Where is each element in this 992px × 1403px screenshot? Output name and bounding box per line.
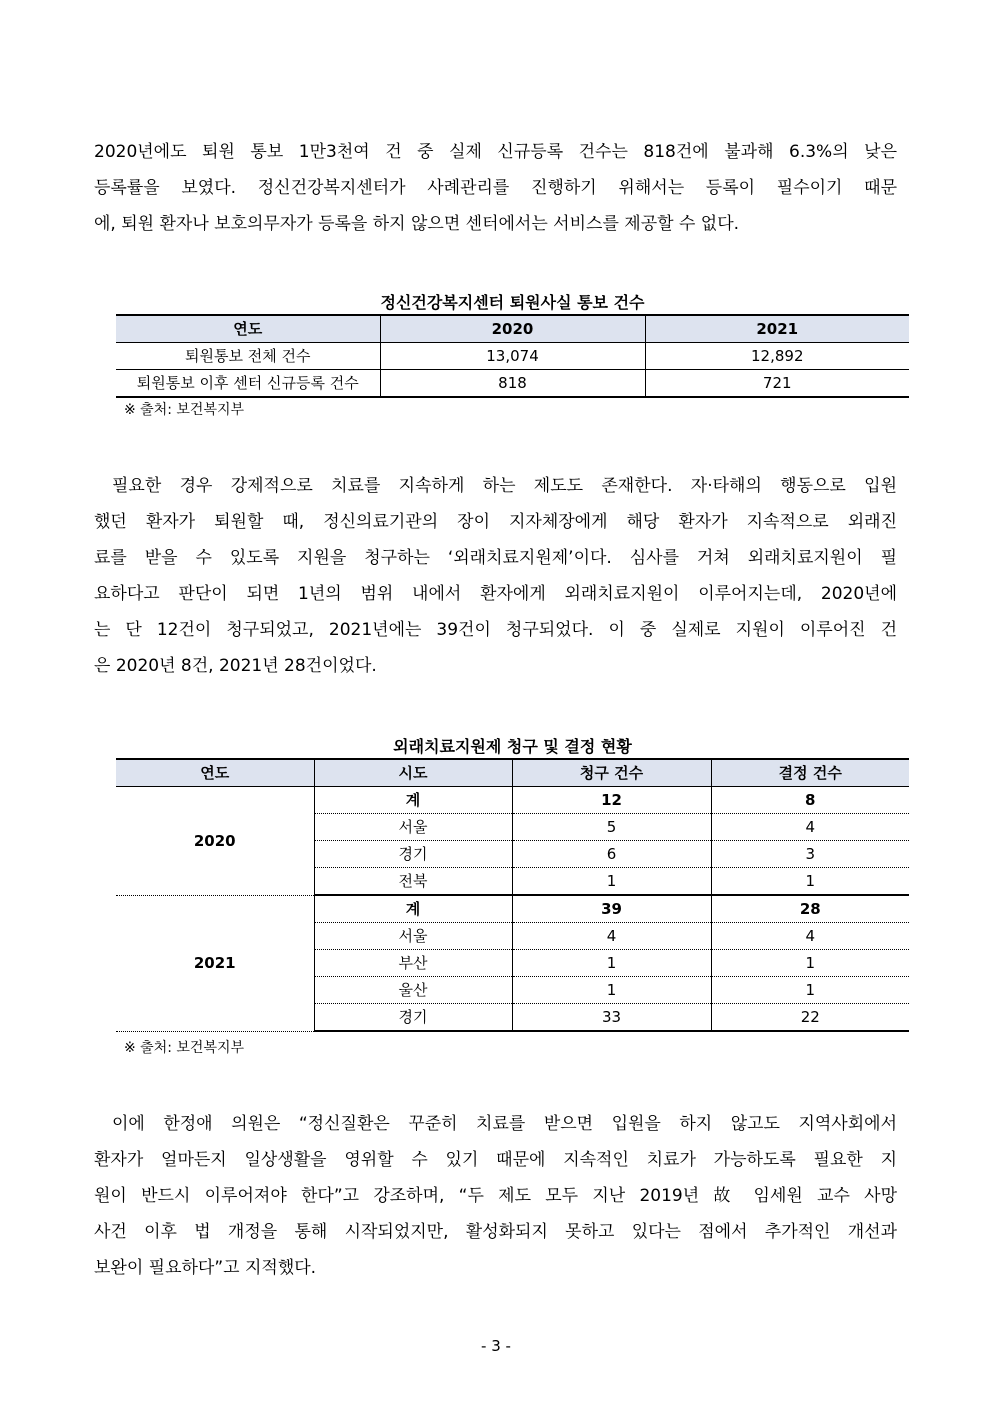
table2-title: 외래치료지원제 청구 및 결정 현황 [393,737,632,756]
table-cell: 39 [512,895,711,923]
table-cell: 6 [512,841,711,868]
table-cell: 5 [512,814,711,841]
table-cell: 818 [380,370,645,398]
paragraph-line: 등록률을 보였다. 정신건강복지센터가 사례관리를 진행하기 위해서는 등록이 필수이기 때문 [94,178,897,198]
page-number: - 3 - [481,1337,511,1355]
year-cell: 2020 [116,787,314,896]
table1-header-row [116,315,909,343]
table-row [116,343,909,370]
paragraph-line: 은 2020년 8건, 2021년 28건이었다. [94,656,377,676]
table-cell: 12,892 [645,343,909,370]
table-cell: 4 [711,814,909,841]
table-cell: 1 [711,950,909,977]
paragraph-line: 에, 퇴원 환자나 보호의무자가 등록을 하지 않으면 센터에서는 서비스를 제공할 수 없다. [94,214,740,234]
table-cell: 1 [711,868,909,896]
paragraph-2 [94,468,897,684]
table2-header-cell: 청구 건수 [512,759,711,787]
table-cell: 721 [645,370,909,398]
table-cell: 울산 [314,977,512,1004]
table-cell: 경기 [314,841,512,868]
paragraph-line: 환자가 얼마든지 일상생활을 영위할 수 있기 때문에 지속적인 치료가 가능하도록 필요한 지 [94,1150,897,1170]
paragraph-3 [94,1106,897,1286]
table-cell: 서울 [314,814,512,841]
table1-header-cell: 2020 [380,315,645,343]
table-cell: 1 [711,977,909,1004]
table2-header-row [116,759,909,787]
table1-header-cell: 연도 [116,315,380,343]
table-cell: 33 [512,1004,711,1032]
table-cell: 계 [314,787,512,814]
table-cell: 4 [711,923,909,950]
paragraph-line: 료를 받을 수 있도록 지원을 청구하는 ‘외래치료지원제’이다. 심사를 거쳐 외래치료지원이 필 [94,548,897,568]
table1-source: ※ 출처: 보건복지부 [124,402,245,418]
table-cell: 계 [314,895,512,923]
table-row [116,787,909,814]
outpatient-support-table [116,758,909,1032]
table-cell: 경기 [314,1004,512,1032]
table2-header-cell: 연도 [116,759,314,787]
paragraph-line: 원이 반드시 이루어져야 한다”고 강조하며, “두 제도 모두 지난 2019년 故 임세원 교수 사망 [94,1186,897,1206]
table-cell: 4 [512,923,711,950]
paragraph-line: 이에 한정애 의원은 “정신질환은 꾸준히 치료를 받으면 입원을 하지 않고도 지역사회에서 [112,1114,897,1134]
paragraph-1 [94,134,897,242]
table1-title: 정신건강복지센터 퇴원사실 통보 건수 [380,293,645,312]
table-cell: 28 [711,895,909,923]
table-cell: 1 [512,950,711,977]
table-cell: 1 [512,868,711,896]
table-cell: 1 [512,977,711,1004]
table2-header-cell: 결정 건수 [711,759,909,787]
paragraph-line: 2020년에도 퇴원 통보 1만3천여 건 중 실제 신규등록 건수는 818건에 불과해 6.3%의 낮은 [94,142,897,162]
table-cell: 부산 [314,950,512,977]
table1-header-cell: 2021 [645,315,909,343]
discharge-notice-table [116,314,909,398]
paragraph-line: 했던 환자가 퇴원할 때, 정신의료기관의 장이 지자체장에게 해당 환자가 지속적으로 외래진 [94,512,897,532]
table-cell: 12 [512,787,711,814]
table-row [116,370,909,398]
table-cell: 22 [711,1004,909,1032]
table-cell: 13,074 [380,343,645,370]
table-cell: 퇴원통보 이후 센터 신규등록 건수 [116,370,380,398]
paragraph-line: 사건 이후 법 개정을 통해 시작되었지만, 활성화되지 못하고 있다는 점에서 추가적인 개선과 [94,1222,897,1242]
table-cell: 3 [711,841,909,868]
paragraph-line: 보완이 필요하다”고 지적했다. [94,1258,317,1278]
table2-header-cell: 시도 [314,759,512,787]
table-cell: 서울 [314,923,512,950]
paragraph-line: 는 단 12건이 청구되었고, 2021년에는 39건이 청구되었다. 이 중 실제로 지원이 이루어진 건 [94,620,897,640]
table2-source: ※ 출처: 보건복지부 [124,1040,245,1056]
paragraph-line: 필요한 경우 강제적으로 치료를 지속하게 하는 제도도 존재한다. 자·타해의 행동으로 입원 [112,476,897,496]
table-cell: 퇴원통보 전체 건수 [116,343,380,370]
paragraph-line: 요하다고 판단이 되면 1년의 범위 내에서 환자에게 외래치료지원이 이루어지는데, 2020년에 [94,584,897,604]
year-cell: 2021 [116,895,314,1031]
table-cell: 전북 [314,868,512,896]
table-row [116,895,909,923]
table-cell: 8 [711,787,909,814]
